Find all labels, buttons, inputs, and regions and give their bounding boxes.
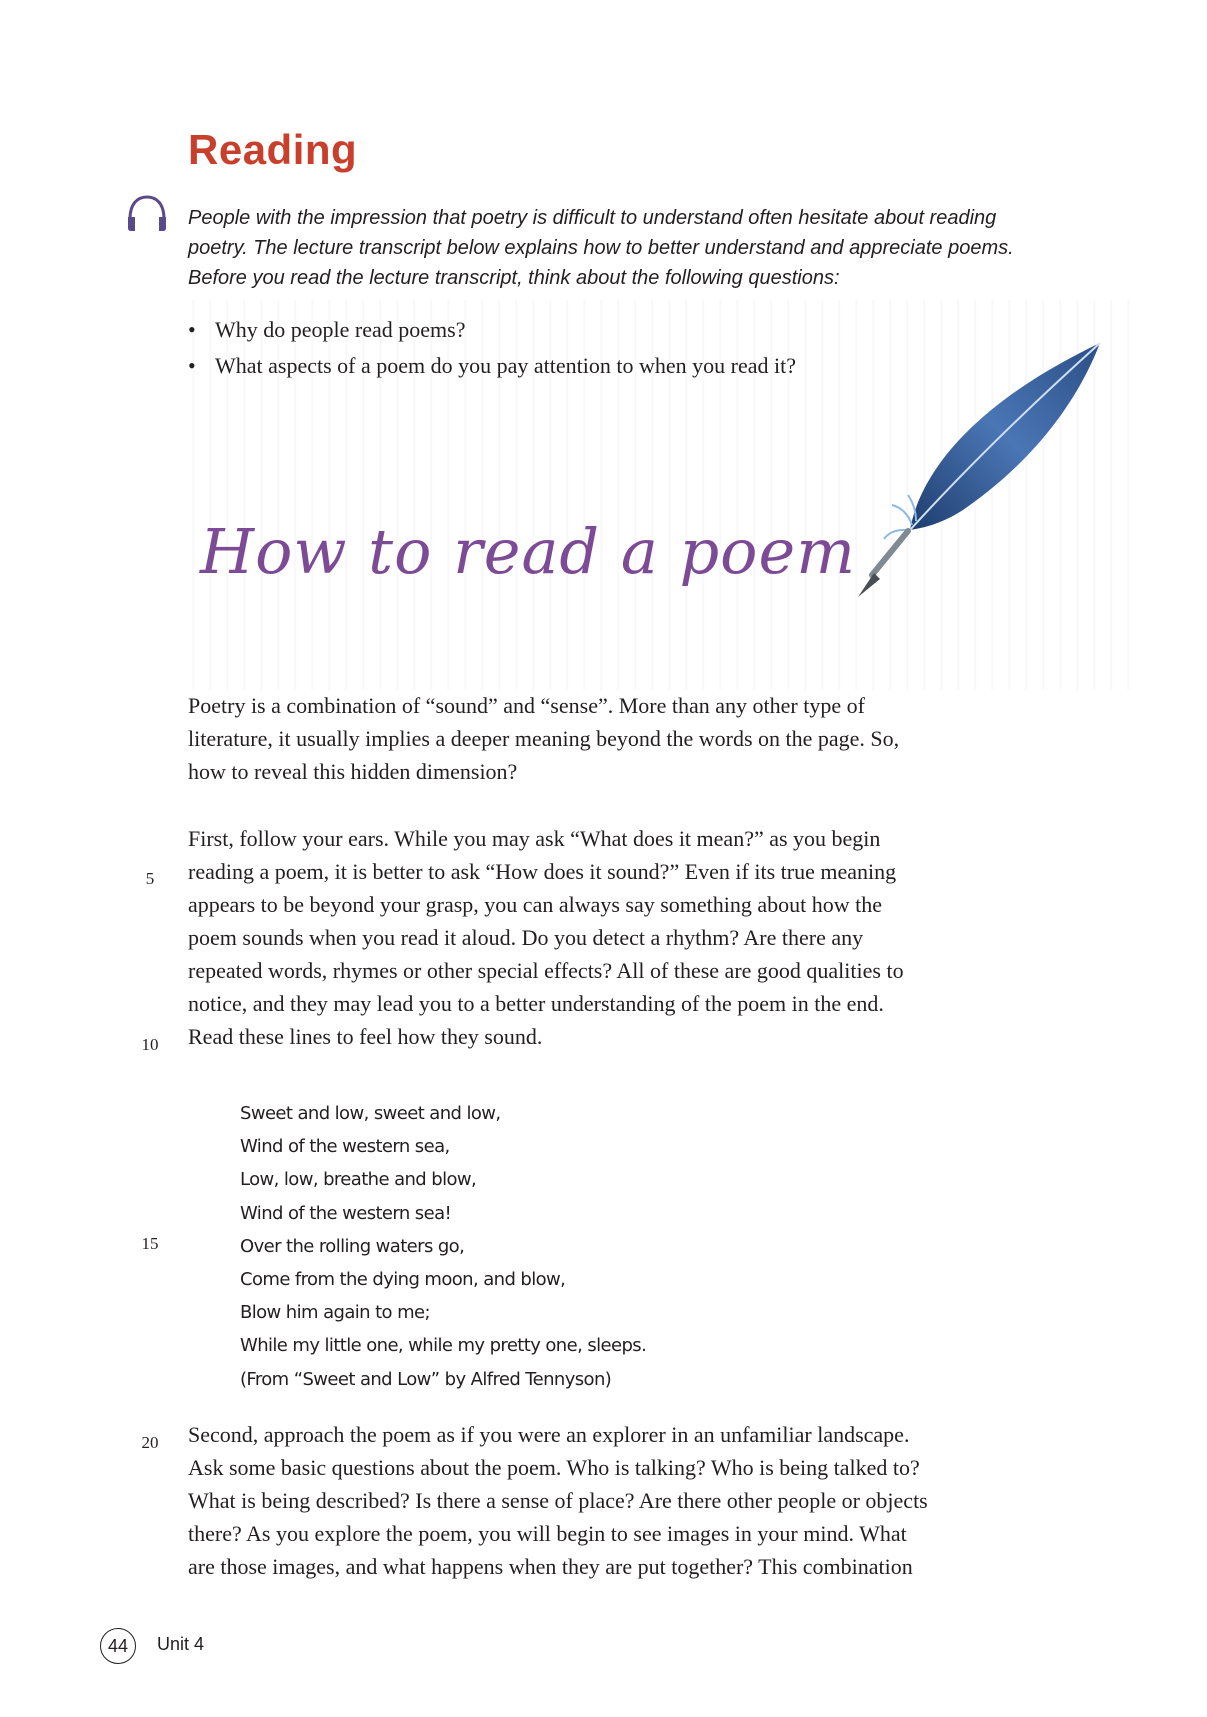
poem-line: Come from the dying moon, and blow, xyxy=(240,1269,566,1291)
intro-line: People with the impression that poetry is difficult to understand often hesitate about reading xyxy=(188,207,997,229)
text-line: Second, approach the poem as if you were an explorer in an unfamiliar landscape. xyxy=(188,1422,910,1447)
poem-line: Sweet and low, sweet and low, xyxy=(240,1103,501,1124)
poem-line: Low, low, breathe and blow, xyxy=(240,1169,477,1191)
unit-label: Unit 4 xyxy=(157,1634,205,1654)
line-number: 15 xyxy=(141,1234,159,1253)
text-line: First, follow your ears. While you may ask “What does it mean?” as you begin xyxy=(188,826,881,851)
poem-excerpt xyxy=(240,1097,646,1396)
line-number: 10 xyxy=(141,1035,159,1054)
text-line: Ask some basic questions about the poem. Who is talking? Who is being talked to? xyxy=(188,1455,920,1480)
intro-text xyxy=(188,203,1048,293)
text-line: Poetry is a combination of “sound” and “sense”. More than any other type of xyxy=(188,693,865,718)
poem-line: Wind of the western sea! xyxy=(240,1202,452,1224)
line-number: 5 xyxy=(145,869,155,888)
intro-line: poetry. The lecture transcript below explains how to better understand and appreciate poems. xyxy=(188,237,1014,259)
text-line: are those images, and what happens when they are put together? This combination xyxy=(188,1554,913,1579)
text-line: how to reveal this hidden dimension? xyxy=(188,759,518,784)
text-line: reading a poem, it is better to ask “How does it sound?” Even if its true meaning xyxy=(188,859,897,884)
feather-quill-illustration xyxy=(850,335,1120,615)
poem-line: While my little one, while my pretty one, sleeps. xyxy=(240,1335,647,1357)
text-line: literature, it usually implies a deeper meaning beyond the words on the page. So, xyxy=(188,726,900,751)
text-line: What is being described? Is there a sense of place? Are there other people or objects xyxy=(188,1488,928,1513)
question-item: • What aspects of a poem do you pay attention to when you read it? xyxy=(188,348,796,384)
headphones-icon[interactable] xyxy=(124,193,170,233)
text-line: Read these lines to feel how they sound. xyxy=(188,1024,543,1049)
text-line: poem sounds when you read it aloud. Do you detect a rhythm? Are there any xyxy=(188,925,864,950)
intro-line: Before you read the lecture transcript, think about the following questions: xyxy=(188,267,840,289)
paragraph-2 xyxy=(188,822,1068,1053)
poem-line: Over the rolling waters go, xyxy=(240,1235,465,1257)
question-item: • Why do people read poems? xyxy=(188,312,796,348)
banner-title: How to read a poem xyxy=(200,515,856,588)
section-title: Reading xyxy=(188,126,358,173)
text-line: repeated words, rhymes or other special effects? All of these are good qualities to xyxy=(188,958,904,983)
text-line: appears to be beyond your grasp, you can always say something about how the xyxy=(188,892,883,917)
paragraph-3 xyxy=(188,1418,1068,1583)
poem-line: Blow him again to me; xyxy=(240,1302,430,1324)
poem-source: (From “Sweet and Low” by Alfred Tennyson) xyxy=(240,1368,612,1390)
poem-line: Wind of the western sea, xyxy=(240,1136,450,1158)
line-number: 20 xyxy=(141,1433,159,1452)
pre-reading-questions xyxy=(188,312,796,384)
text-line: notice, and they may lead you to a better understanding of the poem in the end. xyxy=(188,991,884,1016)
paragraph-1 xyxy=(188,689,1068,788)
page-number: 44 xyxy=(100,1628,136,1664)
text-line: there? As you explore the poem, you will begin to see images in your mind. What xyxy=(188,1521,907,1546)
